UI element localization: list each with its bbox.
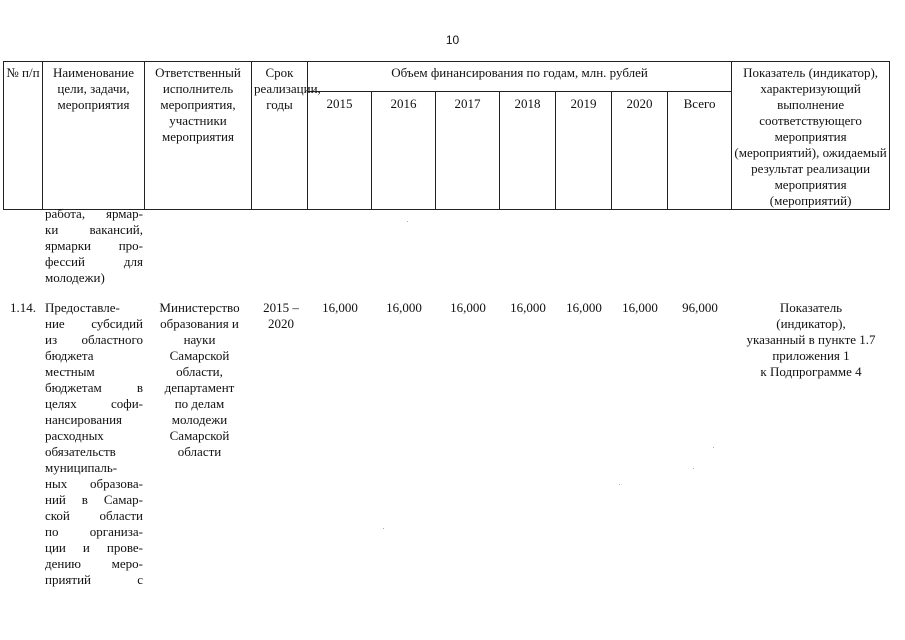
row-indicator-line: Показатель	[779, 300, 843, 315]
scan-speck	[713, 447, 714, 448]
continuation-line: ки вакансий,	[45, 222, 143, 237]
row-name-line: по организа-	[45, 524, 143, 539]
header-year: 2019	[556, 92, 612, 210]
continuation-line: молодежи)	[45, 270, 105, 285]
row-executor-line: Самарской	[169, 428, 230, 443]
row-name-line: местным	[45, 364, 95, 379]
header-term: Срок реализации, годы	[252, 62, 308, 210]
row-name-line: расходных	[45, 428, 104, 443]
row-indicator-line: приложения 1	[772, 348, 850, 363]
header-indicator: Показатель (индикатор), характеризующий выполнение соответствующего мероприятия (мероприятий), ожидаемый результат реализации мероприятия (мероприятий)	[732, 62, 890, 210]
row-term: 2015 – 2020	[263, 300, 299, 331]
row-executor-line: молодежи	[171, 412, 228, 427]
row-name-cell	[45, 300, 143, 588]
continuation-line: ярмарки про-	[45, 238, 143, 253]
header-total: Всего	[668, 92, 732, 210]
row-name-line: дению меро-	[45, 556, 143, 571]
row-name-line: ции и прове-	[45, 540, 143, 555]
row-name-line: ний в Самар-	[45, 492, 143, 507]
row-value-2016: 16,000	[386, 300, 422, 315]
row-value-total: 96,000	[682, 300, 718, 315]
header-name: Наименование цели, задачи, мероприятия	[43, 62, 145, 210]
row-number: 1.14.	[10, 300, 36, 315]
row-indicator-line: (индикатор),	[776, 316, 846, 331]
header-executor: Ответственный исполнитель мероприятия, участники мероприятия	[145, 62, 252, 210]
header-table	[3, 61, 890, 210]
scan-speck	[407, 221, 408, 222]
row-executor-line: по делам	[174, 396, 225, 411]
continuation-line: фессий для	[45, 254, 143, 269]
continuation-cell	[45, 206, 143, 286]
row-executor-line: Министерство	[159, 300, 240, 315]
row-name-line: приятий с	[45, 572, 143, 587]
header-year: 2016	[372, 92, 436, 210]
row-name-line: муниципаль-	[45, 460, 118, 475]
row-value-2017: 16,000	[450, 300, 486, 315]
scan-speck	[383, 528, 384, 529]
row-name-line: обязательств	[45, 444, 116, 459]
page-number: 10	[445, 33, 460, 47]
row-executor-cell	[146, 300, 253, 460]
row-value-2020: 16,000	[622, 300, 658, 315]
row-indicator-line: указанный в пункте 1.7	[746, 332, 876, 347]
row-value-2015: 16,000	[322, 300, 358, 315]
row-name-line: ние субсидий	[45, 316, 143, 331]
row-name-line: бюджета	[45, 348, 94, 363]
row-name-line: ской области	[45, 508, 143, 523]
row-value-2019: 16,000	[566, 300, 602, 315]
header-year: 2017	[436, 92, 500, 210]
row-indicator-line: к Подпрограмме 4	[760, 364, 862, 379]
row-executor-line: департамент	[164, 380, 235, 395]
row-indicator-cell	[732, 300, 890, 380]
header-year: 2020	[612, 92, 668, 210]
header-year: 2018	[500, 92, 556, 210]
scan-speck	[693, 468, 694, 469]
row-name-line: бюджетам в	[45, 380, 143, 395]
row-name-line: нансирования	[45, 412, 123, 427]
header-year: 2015	[308, 92, 372, 210]
row-value-2018: 16,000	[510, 300, 546, 315]
row-name-line: Предоставле-	[45, 300, 120, 315]
row-executor-line: области	[177, 444, 222, 459]
row-executor-line: науки	[183, 332, 216, 347]
scan-speck	[619, 484, 620, 485]
row-name-line: ных образова-	[45, 476, 143, 491]
continuation-line: работа, ярмар-	[45, 206, 143, 221]
row-name-line: целях софи-	[45, 396, 143, 411]
header-num: № п/п	[4, 62, 43, 210]
row-executor-line: Самарской	[169, 348, 230, 363]
row-executor-line: образования и	[160, 316, 239, 331]
row-name-line: из областного	[45, 332, 143, 347]
row-executor-line: области,	[176, 364, 223, 379]
header-funding: Объем финансирования по годам, млн. рублей	[308, 62, 732, 92]
